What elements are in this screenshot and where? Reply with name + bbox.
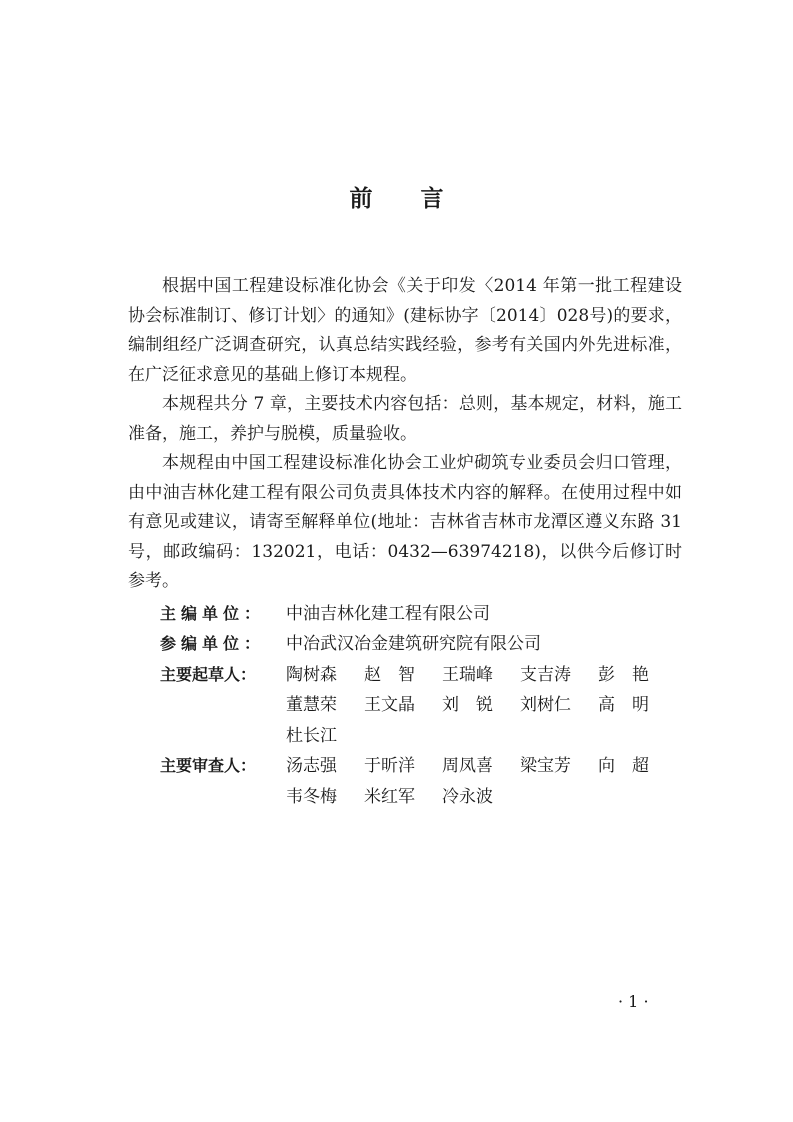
drafters-row xyxy=(128,660,682,752)
drafter-name: 支吉涛 xyxy=(520,664,571,685)
drafters-label: 主要起草人： xyxy=(160,664,257,684)
drafters-list xyxy=(286,660,682,752)
title-char-1: 前 xyxy=(349,186,373,212)
drafter-name: 彭 艳 xyxy=(598,664,649,685)
editor-row xyxy=(128,599,682,630)
reviewer-name: 周凤喜 xyxy=(442,756,493,776)
drafter-name: 刘树仁 xyxy=(520,695,571,715)
paragraph: 根据中国工程建设标准化协会《关于印发〈2014 年第一批工程建设协会标准制订、修订计划〉的通知》(建标协字〔2014〕028号)的要求，编制组经广泛调查研究，认真总结实践经验，参考有关国内外先进标准，在广泛征求意见的基础上修订本规程。 xyxy=(128,276,682,385)
drafter-name: 杜长江 xyxy=(286,725,337,746)
reviewers-list xyxy=(286,751,682,812)
reviewers-label: 主要审查人： xyxy=(160,756,257,775)
participant-label: 参编单位： xyxy=(160,634,266,653)
drafter-name: 高 明 xyxy=(598,695,649,715)
paragraph: 本规程由中国工程建设标准化协会工业炉砌筑专业委员会归口管理，由中油吉林化建工程有限公司负责具体技术内容的解释。在使用过程中如有意见或建议，请寄至解释单位(地址：吉林省吉林市龙潭区遵义东路 31 号，邮政编码：132021，电话：0432—63974218)，以供今后修订时参考。 xyxy=(128,453,682,591)
reviewer-name: 冷永波 xyxy=(442,786,493,807)
reviewer-name: 梁宝芳 xyxy=(520,756,571,776)
document-body xyxy=(128,272,682,812)
reviewer-name: 于昕洋 xyxy=(364,756,415,776)
paragraph: 本规程共分 7 章，主要技术内容包括：总则，基本规定，材料，施工准备，施工，养护与脱模，质量验收。 xyxy=(128,394,682,444)
participant-unit: 中冶武汉冶金建筑研究院有限公司 xyxy=(286,634,541,654)
drafter-name: 陶树森 xyxy=(286,664,337,685)
reviewers-row xyxy=(128,751,682,812)
drafter-name: 王瑞峰 xyxy=(442,664,493,685)
page-number: · 1 · xyxy=(618,992,649,1011)
drafter-name: 董慧荣 xyxy=(286,695,337,715)
participant-row xyxy=(128,629,682,660)
drafter-name: 刘 锐 xyxy=(442,695,493,715)
title-char-2: 言 xyxy=(420,186,444,212)
reviewer-name: 汤志强 xyxy=(286,756,337,776)
reviewer-name: 向 超 xyxy=(598,756,649,776)
drafter-name: 赵 智 xyxy=(364,664,415,685)
reviewer-name: 米红军 xyxy=(364,786,415,807)
page-title xyxy=(0,180,793,213)
credits-section xyxy=(128,599,682,813)
reviewer-name: 韦冬梅 xyxy=(286,786,337,807)
editor-label: 主编单位： xyxy=(160,603,266,623)
editor-unit: 中油吉林化建工程有限公司 xyxy=(286,603,490,624)
drafter-name: 王文晶 xyxy=(364,695,415,715)
